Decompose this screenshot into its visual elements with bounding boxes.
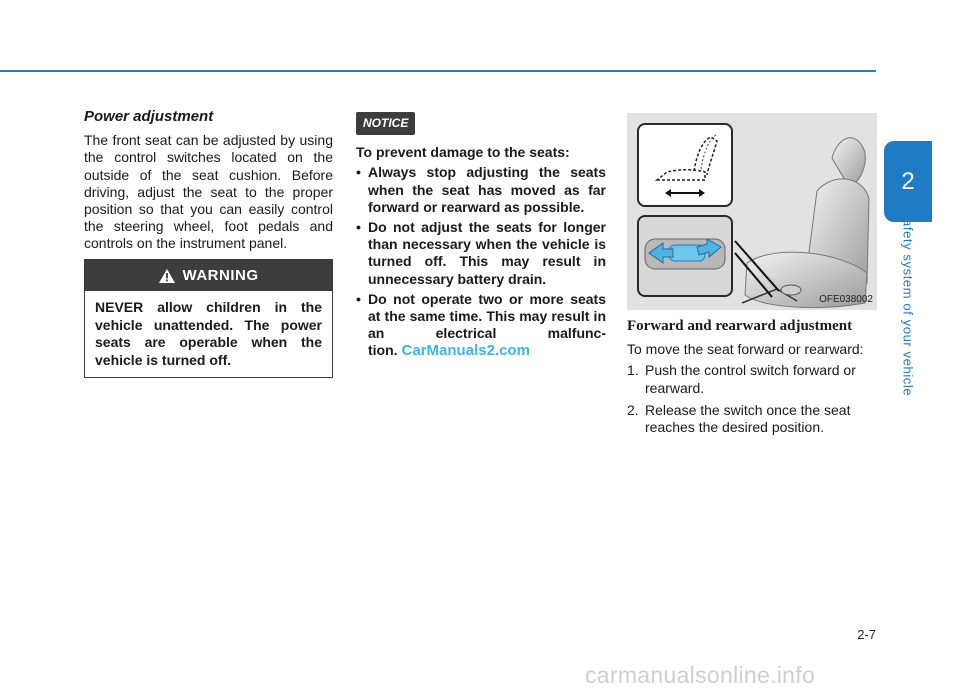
step-text: Release the switch once the seat reaches the desired position.: [645, 401, 851, 436]
list-item: [356, 291, 606, 360]
middle-column: [356, 112, 606, 363]
figure-code: OFE038002: [819, 293, 873, 305]
warning-label: WARNING: [182, 267, 259, 284]
page-number: 2-7: [857, 627, 876, 642]
warning-triangle-icon: [159, 269, 175, 283]
seat-switch-icon: [639, 217, 731, 295]
list-item-text: Do not operate two or more seats at the same time. This may result in an electrical malfunc-tion.: [368, 290, 606, 359]
warning-box: [84, 259, 333, 378]
watermark-link[interactable]: CarManuals2.com: [401, 342, 530, 360]
notice-badge: NOTICE: [356, 112, 415, 135]
list-item: • Always stop adjusting the seats when the seat has moved as far forward or rearward as possible.: [356, 164, 606, 216]
switch-inset: [637, 215, 733, 297]
warning-header: [85, 260, 332, 291]
section-heading: Power adjustment: [84, 108, 214, 125]
warning-text: NEVER allow children in the vehicle unattended. The power seats are operable when the vehicle is turned off.: [95, 299, 322, 368]
header-rule: [0, 70, 876, 72]
right-column: [627, 113, 877, 441]
chapter-number: 2: [901, 167, 915, 195]
step-number: 2.: [627, 401, 639, 418]
list-item: [627, 362, 877, 396]
list-item: • Do not adjust the seats for longer than necessary when the vehicle is turned off. This may result in unnecessary battery drain.: [356, 219, 606, 288]
footer-watermark: carmanualsonline.info: [585, 662, 816, 688]
step-number: 1.: [627, 362, 639, 379]
notice-list: [356, 164, 606, 359]
subsection-heading: Forward and rearward adjustment: [627, 318, 853, 334]
step-text: Push the control switch forward or rearward.: [645, 362, 856, 396]
steps-intro: To move the seat forward or rearward:: [627, 341, 864, 358]
steps-list: [627, 362, 877, 436]
seat-outline-icon: [639, 125, 731, 205]
list-item: [627, 402, 877, 436]
left-column: [84, 108, 333, 253]
notice-title: To prevent damage to the seats:: [356, 144, 570, 161]
intro-paragraph: The front seat can be adjusted by using the control switches located on the outside of the seat cushion. Before driving, adjust the seat to the proper position so that you can easily control the steering wheel, foot pedals and controls on the instrument panel.: [84, 132, 333, 252]
seat-outline-inset: [637, 123, 733, 207]
chapter-label: Safety system of your vehicle: [900, 209, 916, 397]
seat-figure: [627, 113, 877, 310]
